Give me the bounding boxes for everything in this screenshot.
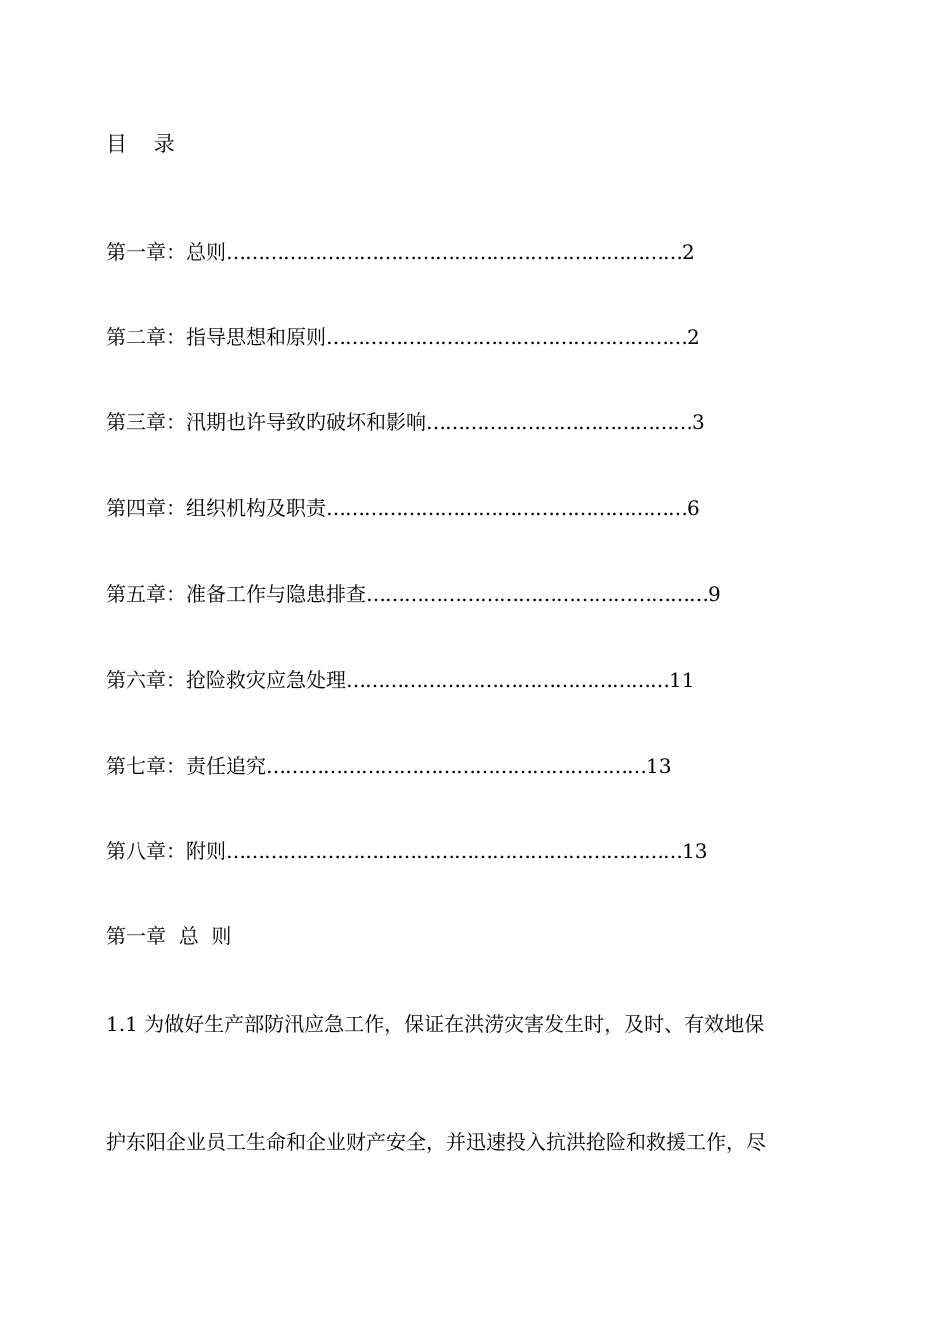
toc-entry[interactable]: [106, 321, 700, 353]
toc-entry-leader: ……………………………………………: [346, 668, 669, 692]
toc-entry-label: 第七章：责任追究: [106, 754, 266, 778]
toc-entry-leader: …………………………………………………: [326, 496, 687, 520]
toc-entry-page: 9: [708, 582, 721, 606]
toc-entry-label: 第三章：汛期也许导致旳破坏和影响: [106, 410, 426, 434]
toc-entry-label: 第五章：准备工作与隐患排查: [106, 582, 366, 606]
toc-entry-label: 第八章：附则: [106, 839, 226, 863]
toc-entry[interactable]: [106, 578, 721, 610]
toc-entry[interactable]: [106, 664, 694, 696]
toc-title: 目 录: [106, 132, 175, 156]
toc-entry-page: 2: [687, 325, 700, 349]
toc-entry-page: 13: [682, 839, 708, 863]
toc-entry-page: 3: [692, 410, 705, 434]
toc-entry-label: 第一章：总则: [106, 240, 226, 264]
toc-entry-leader: ………………………………………………………………: [226, 839, 682, 863]
toc-entry-leader: ………………………………………………………………: [226, 240, 682, 264]
toc-entry-page: 2: [682, 240, 695, 264]
body-paragraph-line: 护东阳企业员工生命和企业财产安全，并迅速投入抗洪抢险和救援工作，尽: [106, 1130, 766, 1154]
toc-entry[interactable]: [106, 406, 705, 438]
toc-entry[interactable]: [106, 750, 671, 782]
toc-entry-leader: ……………………………………: [426, 410, 692, 434]
toc-entry[interactable]: [106, 835, 707, 867]
toc-entry[interactable]: [106, 236, 695, 268]
section-heading: 第一章 总 则: [106, 924, 232, 948]
toc-entry-label: 第四章：组织机构及职责: [106, 496, 326, 520]
toc-entry-leader: ………………………………………………: [366, 582, 708, 606]
toc-entry-page: 6: [687, 496, 700, 520]
toc-entry-page: 11: [669, 668, 695, 692]
toc-entry-leader: ……………………………………………………: [266, 754, 646, 778]
body-paragraph-line: 1.1 为做好生产部防汛应急工作，保证在洪涝灾害发生时，及时、有效地保: [106, 1012, 765, 1036]
toc-entry-label: 第六章：抢险救灾应急处理: [106, 668, 346, 692]
toc-entry[interactable]: [106, 492, 700, 524]
toc-entry-page: 13: [646, 754, 672, 778]
toc-entry-leader: …………………………………………………: [326, 325, 687, 349]
toc-entry-label: 第二章：指导思想和原则: [106, 325, 326, 349]
